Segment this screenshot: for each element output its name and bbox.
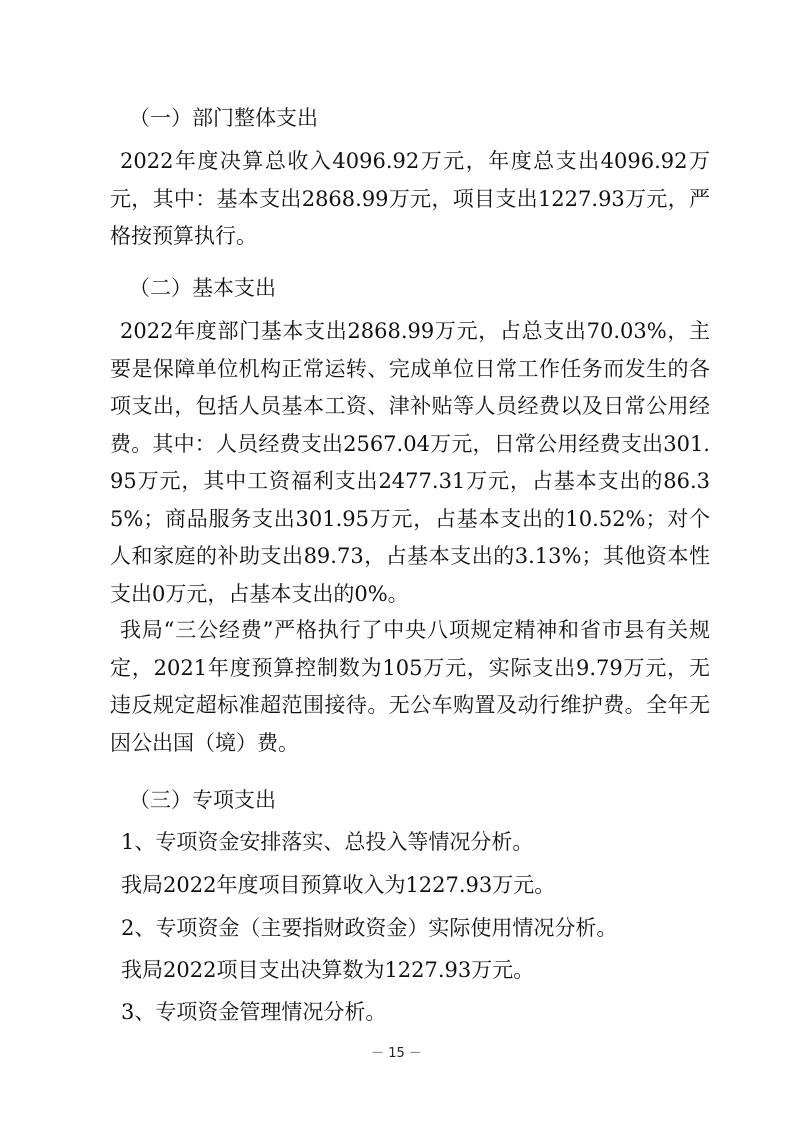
- list-item-special-2-detail: 我局2022项目支出决算数为1227.93万元。: [121, 958, 535, 982]
- paragraph-overall-expenditure: 2022年度决算总收入4096.92万元，年度总支出4096.92万元，其中：基本支出2868.99万元，项目支出1227.93万元，严格按预算执行。: [110, 149, 710, 248]
- list-item-special-2: 2、专项资金（主要指财政资金）实际使用情况分析。: [121, 916, 618, 940]
- page-number: － 15 －: [371, 1046, 422, 1061]
- section-heading-special-expenditure: （三）专项支出: [129, 788, 276, 812]
- paragraph-basic-expenditure: 2022年度部门基本支出2868.99万元，占总支出70.03%，主要是保障单位机构正常运转、完成单位日常工作任务而发生的各项支出，包括人员基本工资、津补贴等人员经费以及日常公用经费。其中：人员经费支出2567.04万元，日常公用经费支出301.95万元，其中工资福利支出2477.31万元，占基本支出的86.35%；商品服务支出301.95万元，占基本支出的10.52%；对个人和家庭的补助支出89.73，占基本支出的3.13%；其他资本性支出0万元，占基本支出的0%。: [110, 319, 710, 606]
- section-heading-basic-expenditure: （二）基本支出: [129, 276, 276, 300]
- list-item-special-3: 3、专项资金管理情况分析。: [121, 1000, 387, 1024]
- section-heading-overall-expenditure: （一）部门整体支出: [129, 106, 318, 130]
- list-item-special-1-detail: 我局2022年度项目预算收入为1227.93万元。: [121, 873, 556, 897]
- list-item-special-1: 1、专项资金安排落实、总投入等情况分析。: [121, 830, 534, 854]
- paragraph-three-public-expenses: 我局“三公经费”严格执行了中央八项规定精神和省市县有关规定，2021年度预算控制数为105万元，实际支出9.79万元，无违反规定超标准超范围接待。无公车购置及动行维护费。全年无因公出国（境）费。: [110, 618, 710, 755]
